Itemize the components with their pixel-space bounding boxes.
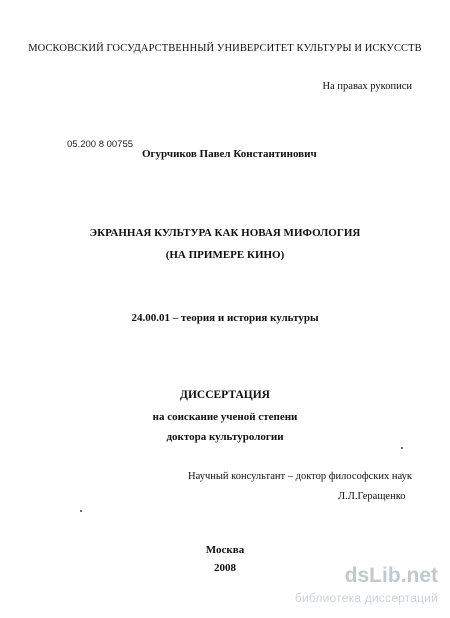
advisor-role: Научный консультант – доктор философских наук xyxy=(188,471,412,482)
registration-stamp: 05.200 8 00755 xyxy=(67,139,134,150)
thesis-title-line-2: (НА ПРИМЕРЕ КИНО) xyxy=(165,249,285,261)
scan-speck xyxy=(80,510,82,512)
thesis-title-line-1: ЭКРАННАЯ КУЛЬТУРА КАК НОВАЯ МИФОЛОГИЯ xyxy=(89,227,361,239)
year: 2008 xyxy=(214,562,236,574)
advisor-name: Л.Л.Геращенко xyxy=(338,491,406,502)
watermark-logo xyxy=(270,565,442,613)
scan-speck xyxy=(401,447,403,449)
author-name: Огурчиков Павел Константинович xyxy=(142,148,317,160)
watermark-brand: dsLib.net xyxy=(344,564,438,587)
city: Москва xyxy=(205,544,245,556)
degree-line-1: на соискание ученой степени xyxy=(152,411,298,423)
university-name: МОСКОВСКИЙ ГОСУДАРСТВЕННЫЙ УНИВЕРСИТЕТ КУЛЬТУРЫ И ИСКУССТВ xyxy=(28,43,422,54)
specialty-code: 24.00.01 – теория и история культуры xyxy=(131,312,319,324)
manuscript-note: На правах рукописи xyxy=(322,81,412,92)
thesis-type: ДИССЕРТАЦИЯ xyxy=(180,389,270,401)
watermark-subtitle: библиотека диссертаций xyxy=(294,591,438,605)
degree-line-2: доктора культурологии xyxy=(166,431,284,443)
